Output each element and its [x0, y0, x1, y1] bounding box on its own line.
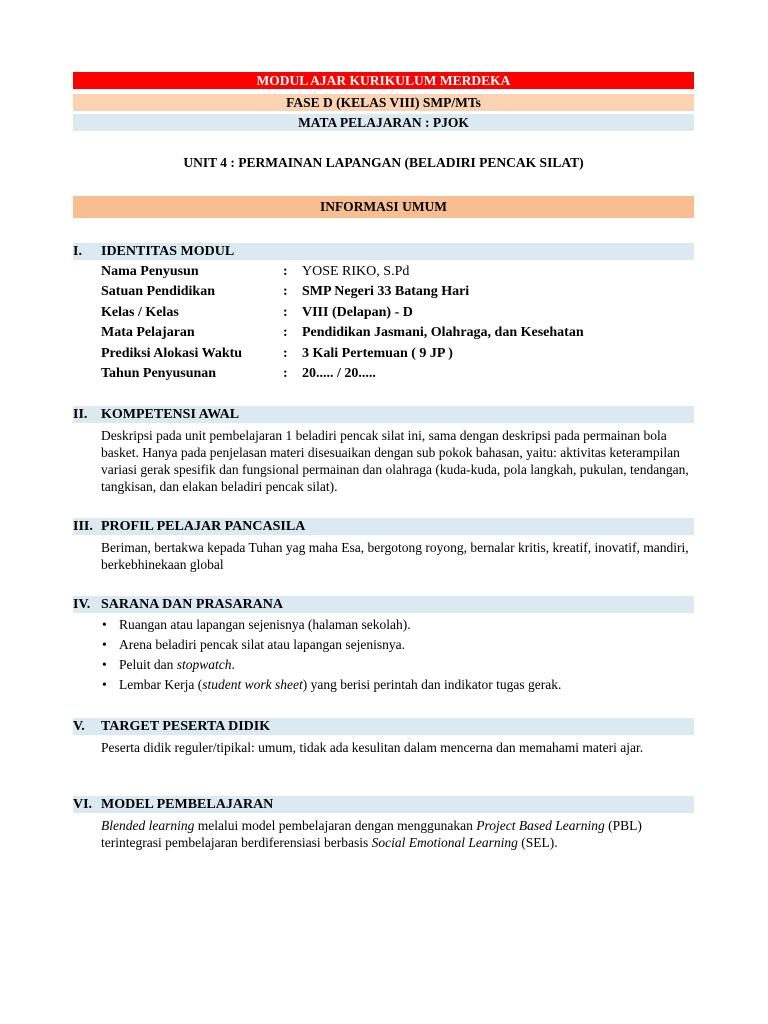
section-title: MODEL PEMBELAJARAN	[101, 797, 274, 812]
identity-colon: :	[283, 366, 288, 381]
identity-label: Tahun Penyusunan	[101, 366, 217, 381]
kompetensi-text: Deskripsi pada unit pembelajaran 1 beladiri pencak silat ini, sama dengan deskripsi pada permainan bola basket. Hanya pada penjelasan materi disesuaikan dengan sub pokok bahasan, yaitu: aktivitas keterampilan variasi gerak spesifik dan fungsional permainan dan olahraga (kuda-kuda, pola langkah, pukulan, tendangan, tangkisan, dan elakan beladiri pencak silat).	[101, 428, 689, 494]
list-item-text: ) yang berisi perintah dan indikator tugas gerak.	[302, 677, 562, 692]
identity-value: VIII (Delapan) - D	[302, 305, 413, 320]
identity-label: Kelas / Kelas	[101, 305, 179, 320]
identity-value: 20..... / 20.....	[302, 366, 376, 381]
identity-colon: :	[283, 305, 288, 320]
section-number: I.	[73, 244, 82, 259]
profil-text: Beriman, bertakwa kepada Tuhan yag maha Esa, bergotong royong, bernalar kritis, kreatif, inovatif, mandiri, berkebhinekaan global	[101, 540, 689, 572]
bullet-icon: •	[102, 637, 107, 652]
section-heading-identitas	[73, 243, 694, 260]
identity-row-school	[101, 284, 694, 304]
identity-value: YOSE RIKO, S.Pd	[302, 264, 410, 279]
identity-colon: :	[283, 346, 288, 361]
list-item-text: Peluit dan	[119, 657, 177, 672]
list-item-text: Lembar Kerja (	[119, 677, 203, 692]
phase-band: FASE D (KELAS VIII) SMP/MTs	[73, 94, 694, 111]
list-item	[101, 655, 693, 675]
list-item-italic: student work sheet	[202, 677, 303, 692]
section-heading-profil	[73, 518, 694, 535]
section-number: V.	[73, 719, 85, 734]
section-title: TARGET PESERTA DIDIK	[101, 719, 271, 734]
identity-label: Nama Penyusun	[101, 264, 199, 279]
model-italic: Social Emotional Learning	[371, 835, 518, 850]
list-item	[101, 615, 693, 635]
bullet-icon: •	[102, 617, 107, 632]
section-title: IDENTITAS MODUL	[101, 244, 235, 259]
list-item-italic: stopwatch	[176, 657, 232, 672]
general-info-heading: INFORMASI UMUM	[73, 196, 694, 218]
section-heading-kompetensi	[73, 406, 694, 423]
identity-row-time-allocation	[101, 346, 694, 366]
list-item	[101, 675, 693, 695]
model-text-part: (SEL).	[517, 835, 558, 850]
target-text: Peserta didik reguler/tipikal: umum, tidak ada kesulitan dalam mencerna dan memahami materi ajar.	[101, 740, 644, 755]
model-text-part: (PBL) terintegrasi pembelajaran berdiferensiasi berbasis	[101, 818, 642, 850]
section-heading-target	[73, 718, 694, 735]
list-item-text: Arena beladiri pencak silat atau lapangan sejenisnya.	[119, 637, 406, 652]
section-title: KOMPETENSI AWAL	[101, 407, 240, 422]
identity-row-author	[101, 264, 694, 284]
section-title: PROFIL PELAJAR PANCASILA	[101, 519, 306, 534]
subject-band: MATA PELAJARAN : PJOK	[73, 114, 694, 131]
identity-row-class	[101, 305, 694, 325]
identity-colon: :	[283, 284, 288, 299]
section-number: VI.	[73, 797, 93, 812]
bullet-icon: •	[102, 657, 107, 672]
section-title: SARANA DAN PRASARANA	[101, 597, 284, 612]
identity-colon: :	[283, 325, 288, 340]
model-text	[101, 817, 693, 851]
identity-label: Prediksi Alokasi Waktu	[101, 346, 243, 361]
section-heading-model	[73, 796, 694, 813]
list-item-text: Ruangan atau lapangan sejenisnya (halaman sekolah).	[119, 617, 411, 632]
model-italic: Blended learning	[101, 818, 195, 833]
section-number: III.	[73, 519, 93, 534]
section-heading-sarana	[73, 596, 694, 613]
identity-colon: :	[283, 264, 288, 279]
list-item	[101, 635, 693, 655]
model-italic: Project Based Learning	[476, 818, 605, 833]
identity-value: 3 Kali Pertemuan ( 9 JP )	[302, 346, 453, 361]
model-text-part: melalui model pembelajaran dengan menggunakan	[194, 818, 477, 833]
identity-value: SMP Negeri 33 Batang Hari	[302, 284, 470, 299]
bullet-icon: •	[102, 677, 107, 692]
sarana-list	[101, 615, 693, 695]
identity-row-subject	[101, 325, 694, 345]
section-number: IV.	[73, 597, 91, 612]
unit-title: UNIT 4 : PERMAINAN LAPANGAN (BELADIRI PENCAK SILAT)	[183, 155, 584, 170]
section-number: II.	[73, 407, 88, 422]
identity-row-year	[101, 366, 694, 386]
identity-label: Mata Pelajaran	[101, 325, 195, 340]
module-title-band: MODUL AJAR KURIKULUM MERDEKA	[73, 72, 694, 89]
identity-value: Pendidikan Jasmani, Olahraga, dan Kesehatan	[302, 325, 584, 340]
identity-label: Satuan Pendidikan	[101, 284, 215, 299]
list-item-text: .	[231, 657, 235, 672]
